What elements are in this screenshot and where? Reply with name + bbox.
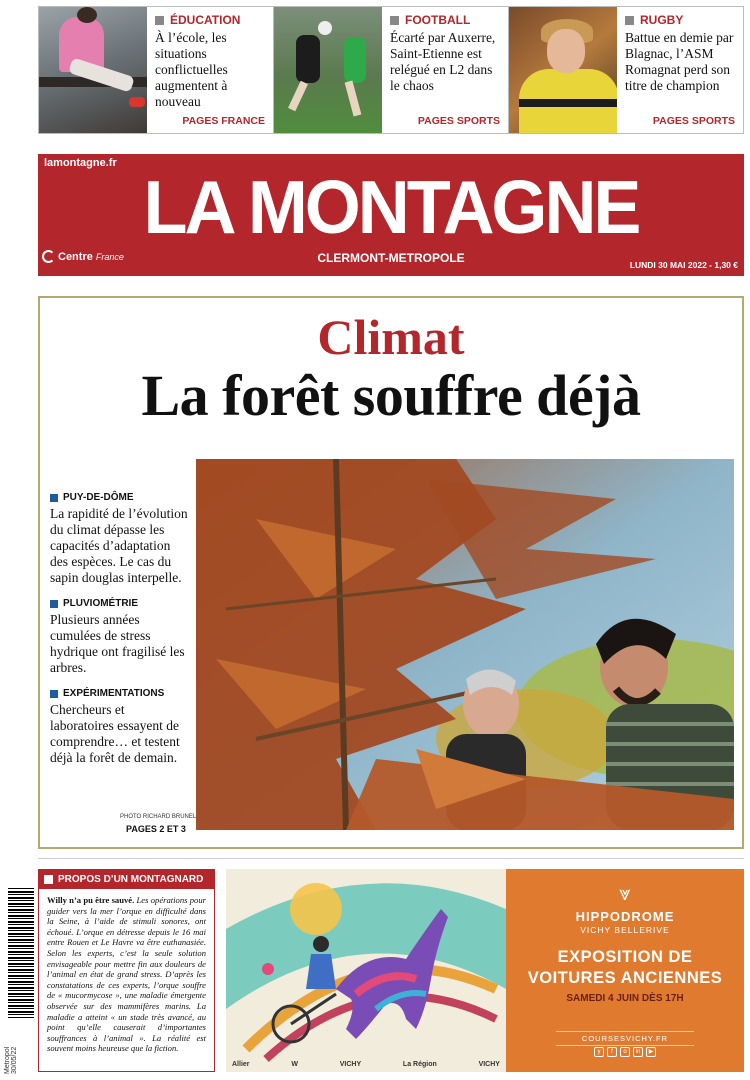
main-story (38, 296, 744, 849)
teaser-photo-education (39, 7, 147, 133)
bullet-text: La rapidité de l’évolution du climat dépasse les capacités d’adaptation des espèces. Le cas du sapin douglas interpelle. (50, 506, 188, 585)
ad-date: SAMEDI 4 JUIN DÈS 17H (566, 993, 684, 1004)
bullet-title: PUY-DE-DÔME (50, 492, 190, 503)
teaser-text: Battue en demie par Blagnac, l’ASM Romagnat perd son titre de champion (625, 30, 734, 93)
main-kicker: Climat (317, 309, 465, 365)
teaser-education[interactable] (39, 7, 274, 133)
column-title: PROPOS D’UN MONTAGNARD (39, 870, 214, 889)
social-instagram-icon[interactable]: o (620, 1047, 630, 1057)
advertisement[interactable] (226, 869, 744, 1072)
ad-sponsors: Allier W VICHY La Région VICHY (232, 1061, 500, 1068)
social-video-icon[interactable]: ▶ (646, 1047, 656, 1057)
horseshoe-logo-icon: ⩔ (619, 883, 631, 905)
bullet-title: PLUVIOMÉTRIE (50, 598, 190, 609)
teaser-category: ÉDUCATION (155, 13, 265, 27)
teaser-category: FOOTBALL (390, 13, 500, 27)
social-linkedin-icon[interactable]: in (633, 1047, 643, 1057)
column-text: Willy n’a pu être sauvé. Les opérations pour guider vers la mer l’orque en difficulté dans la Seine, à l’aide de stimuli sonores, ont échoué. L’orque en détresse depuis le 16 mai entre Rouen et Le Havre va être euthanasiée. Selon les experts, c’est la seule solution envisageable pour mettre fin aux douleurs de l’animal en état de grand stress. D’après les constatations de ces experts, l’orque souffre de « mucormycose », une maladie émergente observée sur des mammifères marins. La maladie a atteint « un stade très avancé, au point qu’elle causerait d’importantes souffrances à l’animal ». La réalité est souvent moins heureuse que la fiction. (47, 895, 206, 1054)
teaser-photo-rugby (509, 7, 617, 133)
masthead (38, 154, 744, 276)
teaser-pages: PAGES SPORTS (652, 115, 735, 127)
teaser-strip (38, 6, 744, 134)
bullet-text: Chercheurs et laboratoires essayent de comprendre… et testent déjà la forêt de demain. (50, 702, 180, 765)
main-photo-forest (196, 459, 734, 830)
newspaper-title: LA MONTAGNE (143, 166, 639, 250)
main-pages: PAGES 2 ET 3 (126, 824, 186, 834)
teaser-pages: PAGES FRANCE (182, 115, 265, 127)
barcode (8, 888, 34, 1018)
social-facebook-icon[interactable]: f (607, 1047, 617, 1057)
ad-info-panel (506, 869, 744, 1072)
group-logo: Centre France (42, 250, 124, 263)
teaser-pages: PAGES SPORTS (417, 115, 500, 127)
ad-url[interactable]: COURSESVICHY.FR (556, 1031, 694, 1046)
teaser-rugby[interactable] (509, 7, 743, 133)
bullet-text: Plusieurs années cumulées de stress hydrique ont fragilisé les arbres. (50, 612, 185, 675)
ad-illustration (226, 869, 506, 1072)
opinion-column (38, 869, 215, 1072)
ad-headline: EXPOSITION DE VOITURES ANCIENNES (527, 948, 723, 987)
photo-credit: PHOTO RICHARD BRUNEL (120, 814, 197, 820)
social-youtube-icon[interactable]: y (594, 1047, 604, 1057)
divider (38, 858, 744, 859)
ad-social-icons (506, 1047, 744, 1057)
edition-name: CLERMONT-METROPOLE (317, 251, 465, 265)
barcode-meta: Metropol 30/05/22 (4, 1046, 18, 1074)
teaser-text: À l’école, les situations conflictuelles augmentent à nouveau (155, 30, 228, 109)
ad-venue: HIPPODROME (575, 909, 675, 924)
bullet-list (50, 492, 190, 766)
ad-location: VICHY BELLERIVE (580, 925, 670, 935)
site-url[interactable]: lamontagne.fr (44, 157, 117, 169)
date-price: LUNDI 30 MAI 2022 - 1,30 € (629, 260, 738, 270)
teaser-category: RUGBY (625, 13, 735, 27)
main-headline[interactable]: La forêt souffre déjà (141, 363, 641, 428)
bullet-title: EXPÉRIMENTATIONS (50, 688, 190, 699)
teaser-football[interactable] (274, 7, 509, 133)
teaser-photo-football (274, 7, 382, 133)
teaser-text: Écarté par Auxerre, Saint-Etienne est relégué en L2 dans le chaos (390, 30, 496, 93)
